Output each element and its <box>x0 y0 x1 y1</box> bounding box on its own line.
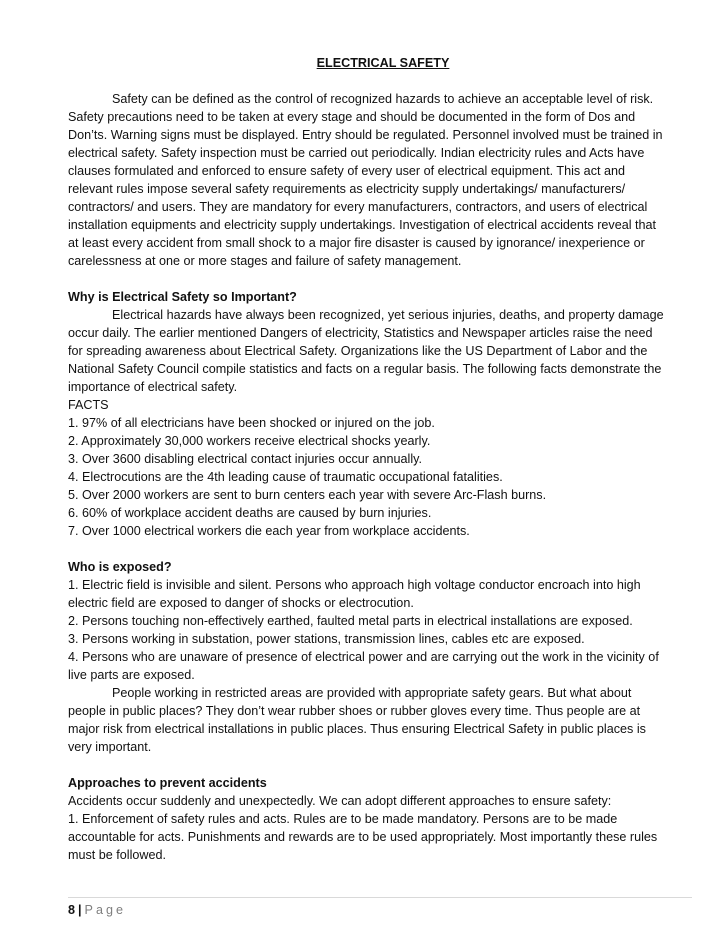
page-footer <box>68 903 126 917</box>
fact-item: 5. Over 2000 workers are sent to burn centers each year with severe Arc-Flash burns. <box>68 488 547 502</box>
fact-item: 1. 97% of all electricians have been shocked or injured on the job. <box>68 416 435 430</box>
fact-item: 2. Approximately 30,000 workers receive electrical shocks yearly. <box>68 434 431 448</box>
exposed-heading: Who is exposed? <box>68 560 172 574</box>
footer-separator: | <box>78 903 82 917</box>
page-number: 8 <box>68 903 76 917</box>
fact-item: 7. Over 1000 electrical workers die each year from workplace accidents. <box>68 524 470 538</box>
why-paragraph: Electrical hazards have always been recognized, yet serious injuries, deaths, and property damage occur daily. The earlier mentioned Dangers of electricity, Statistics and Newspaper articles raise the need for spreading awareness about Electrical Safety. Organizations like the US Department of Labor and the National Safety Council compile statistics and facts on a regular basis. The following facts demonstrate the importance of electrical safety. <box>68 308 664 394</box>
exposed-item: 3. Persons working in substation, power stations, transmission lines, cables etc are exposed. <box>68 632 585 646</box>
spacer <box>68 540 668 558</box>
spacer <box>68 756 668 774</box>
exposed-paragraph: People working in restricted areas are provided with appropriate safety gears. But what about people in public places? They don’t wear rubber shoes or rubber gloves every time. Thus people are at major risk from electrical installations in public places. Thus ensuring Electrical Safety in public places is very important. <box>68 686 646 754</box>
intro-paragraph: Safety can be defined as the control of recognized hazards to achieve an acceptable level of risk. Safety precautions need to be taken at every stage and should be documented in the form of Dos and Don’ts. Warning signs must be displayed. Entry should be regulated. Personnel involved must be trained in electrical safety. Safety inspection must be carried out periodically. Indian electricity rules and Acts have clauses formulated and enforced to ensure safety of every user of electrical equipment. This act and relevant rules impose several safety requirements as electricity supply undertakings/ manufacturers/ contractors/ and users. They are mandatory for every manufacturers, contractors, and users of electrical installation equipments and electricity supply undertakings. Investigation of electrical accidents reveal that at least every accident from small shock to a major fire disaster is caused by ignorance/ inexperience or carelessness at one or more stages and failure of safety management. <box>68 92 663 268</box>
exposed-item: 2. Persons touching non-effectively earthed, faulted metal parts in electrical installations are exposed. <box>68 614 633 628</box>
exposed-item: 4. Persons who are unaware of presence of electrical power and are carrying out the work in the vicinity of live parts are exposed. <box>68 650 659 682</box>
page-title: ELECTRICAL SAFETY <box>316 56 450 70</box>
approaches-intro: Accidents occur suddenly and unexpectedly. We can adopt different approaches to ensure safety: <box>68 794 612 808</box>
facts-label: FACTS <box>68 398 109 412</box>
approaches-heading: Approaches to prevent accidents <box>68 776 267 790</box>
spacer <box>68 270 668 288</box>
exposed-item: 1. Electric field is invisible and silent. Persons who approach high voltage conductor encroach into high electric field are exposed to danger of shocks or electrocution. <box>68 578 641 610</box>
fact-item: 6. 60% of workplace accident deaths are caused by burn injuries. <box>68 506 432 520</box>
page-content <box>68 54 668 864</box>
page-word: Page <box>84 903 126 917</box>
fact-item: 4. Electrocutions are the 4th leading cause of traumatic occupational fatalities. <box>68 470 503 484</box>
why-heading: Why is Electrical Safety so Important? <box>68 290 297 304</box>
approach-item: 1. Enforcement of safety rules and acts. Rules are to be made mandatory. Persons are to be made accountable for acts. Punishments and rewards are to be used appropriately. Most importantly these rules must be followed. <box>68 812 658 862</box>
fact-item: 3. Over 3600 disabling electrical contact injuries occur annually. <box>68 452 422 466</box>
footer-divider <box>68 897 692 899</box>
